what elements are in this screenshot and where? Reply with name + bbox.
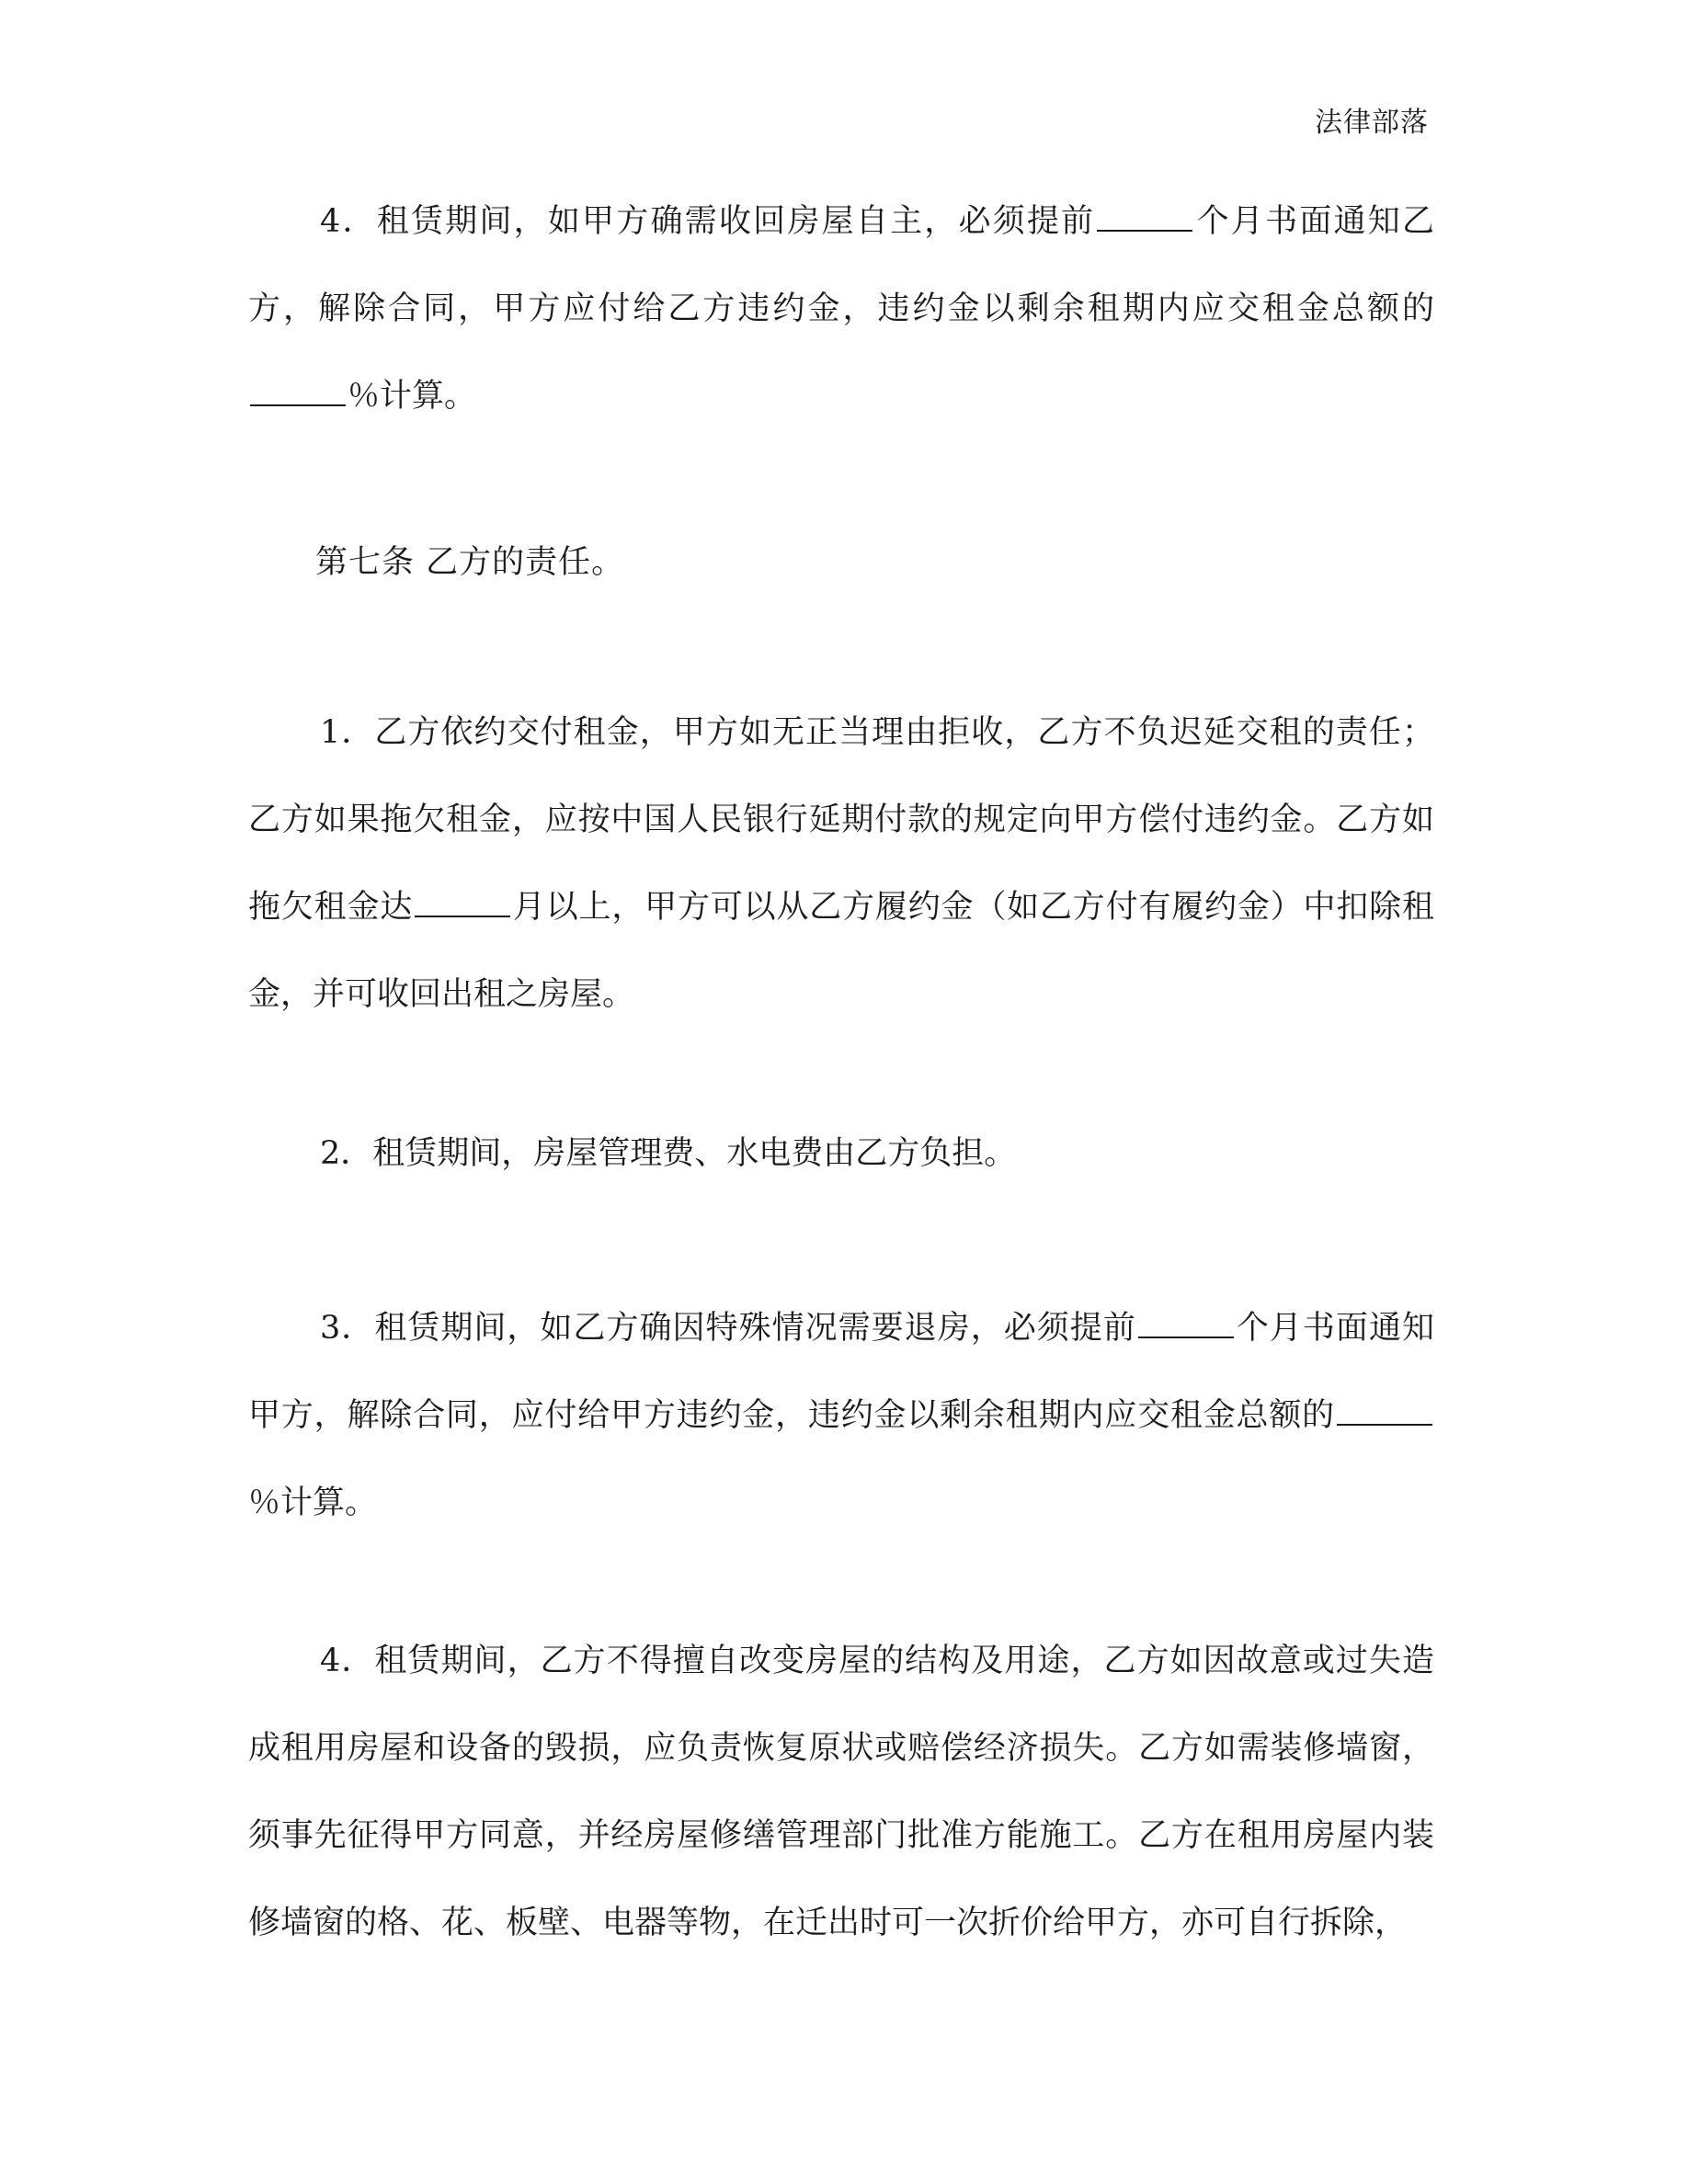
paragraph-fees: 2．租赁期间，房屋管理费、水电费由乙方负担。 <box>320 1135 1017 1172</box>
text-segment: ％计算。 <box>348 378 477 415</box>
paragraph-rent-payment <box>248 689 1434 1039</box>
paragraph-tenant-termination <box>248 1285 1434 1547</box>
fill-in-blank <box>1097 202 1192 232</box>
text-segment: ％计算。 <box>248 1484 378 1521</box>
header-brand: 法律部落 <box>1315 107 1429 139</box>
paragraph-alterations: 4．租赁期间，乙方不得擅自改变房屋的结构及用途，乙方如因故意或过失造成租用房屋和设备的毁损，应负责恢复原状或赔偿经济损失。乙方如需装修墙窗，须事先征得甲方同意，并经房屋修缮管理部门批准方能施工。乙方在租用房屋内装修墙窗的格、花、板壁、电器等物，在迁出时可一次折价给甲方，亦可自行拆除， <box>248 1643 1434 1941</box>
text-segment: 3．租赁期间，如乙方确因特殊情况需要退房，必须提前 <box>320 1310 1136 1347</box>
text-segment: 月以上，甲方可以从乙方履约金（如乙方付有履约金）中扣除租金，并可收回出租之房屋。 <box>248 889 1434 1013</box>
fill-in-blank <box>1138 1309 1234 1338</box>
paragraph-landlord-termination <box>248 178 1434 440</box>
text-segment: 个月书面通知甲方，解除合同，应付给甲方违约金，违约金以剩余租期内应交租金总额的 <box>248 1310 1434 1434</box>
text-segment: 4．租赁期间，如甲方确需收回房屋自主，必须提前 <box>320 203 1096 240</box>
fill-in-blank <box>415 888 510 917</box>
fill-in-blank <box>1337 1396 1432 1426</box>
fill-in-blank <box>250 377 346 406</box>
text-segment: 个月书面通知乙方，解除合同，甲方应付给乙方违约金，违约金以剩余租期内应交租金总额的 <box>248 203 1434 327</box>
section-heading: 第七条 乙方的责任。 <box>315 544 625 581</box>
text-segment: 1．乙方依约交付租金，甲方如无正当理由拒收，乙方不负迟延交租的责任；乙方如果拖欠租金，应按中国人民银行延期付款的规定向甲方偿付违约金。乙方如拖欠租金达 <box>248 714 1434 926</box>
